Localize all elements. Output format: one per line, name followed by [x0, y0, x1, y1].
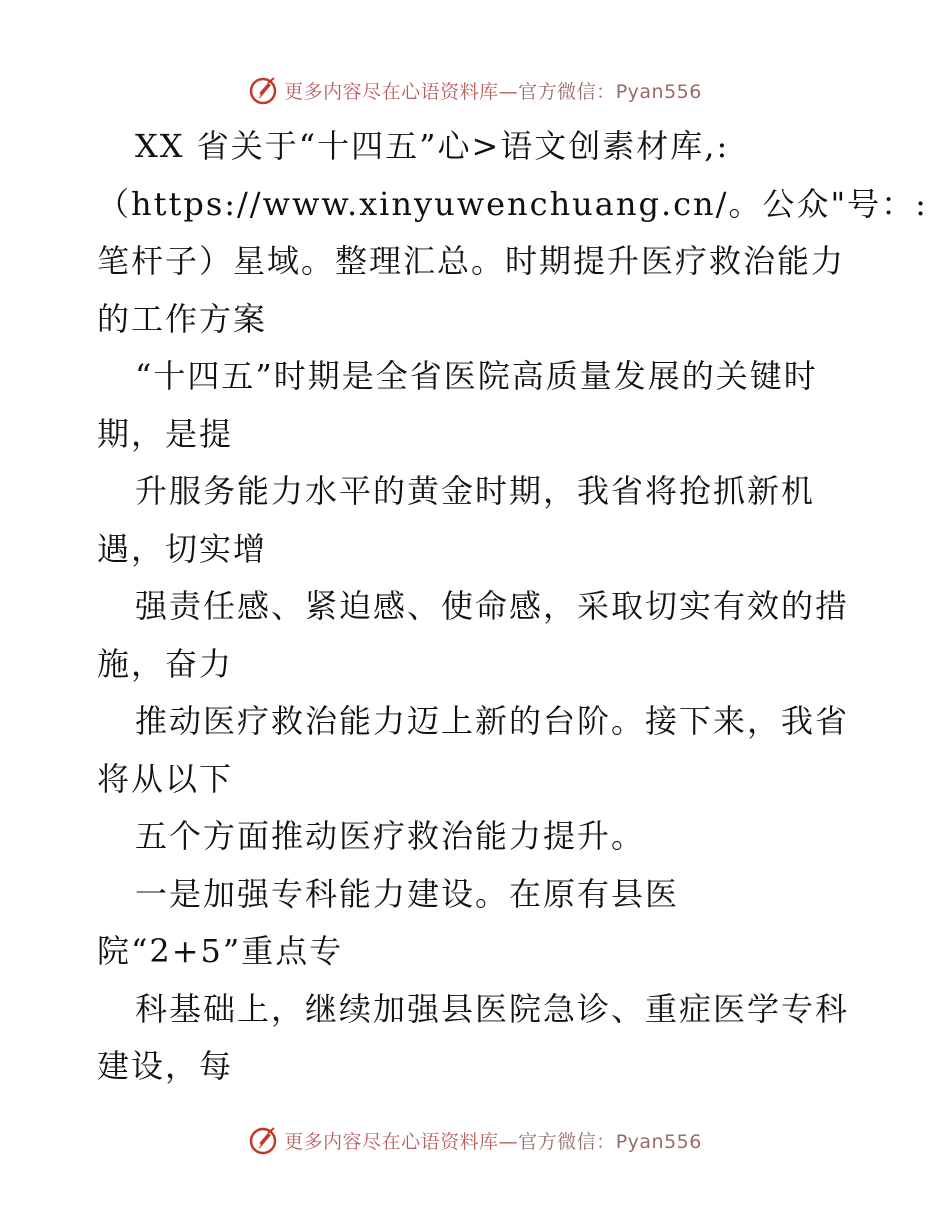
- header-banner-text: [284, 77, 702, 104]
- banner-separator: —: [498, 80, 519, 103]
- document-line: （https://www.xinyuwenchuang.cn/。公众"号：:: [97, 184, 928, 223]
- document-line: 施，奋力: [97, 644, 234, 683]
- document-line: 将从以下: [97, 759, 234, 798]
- document-line: 笔杆子）星域。整理汇总。时期提升医疗救治能力: [97, 242, 846, 280]
- document-line: 建设，每: [97, 1047, 234, 1085]
- footer-banner: [0, 1120, 950, 1160]
- document-line: 遇，切实增: [97, 529, 268, 568]
- document-line: 五个方面推动医疗救治能力提升。: [135, 817, 646, 855]
- brand-text: 更多内容尽在心语资料库: [284, 80, 499, 103]
- wechat-label: 官方微信：: [518, 80, 616, 103]
- document-line: 升服务能力水平的黄金时期，我省将抢抓新机: [135, 472, 816, 510]
- footer-banner-text: [284, 1127, 702, 1154]
- document-line: 院“2+5”重点专: [97, 932, 344, 970]
- wechat-label: 官方微信：: [518, 1130, 616, 1153]
- document-line: “十四五”时期是全省医院高质量发展的关键时: [135, 357, 818, 395]
- header-banner: [0, 70, 950, 110]
- banner-separator: —: [498, 1130, 519, 1153]
- document-line: 强责任感、紧迫感、使命感，采取切实有效的措: [135, 587, 850, 625]
- document-line: 期，是提: [97, 414, 234, 453]
- pen-logo-icon: [248, 1125, 278, 1155]
- document-line: 科基础上，继续加强县医院急诊、重症医学专科: [135, 989, 850, 1028]
- document-line: 推动医疗救治能力迈上新的台阶。接下来，我省: [135, 702, 850, 740]
- wechat-id: Pyan556: [615, 80, 702, 103]
- document-line: XX 省关于“十四五”心>语文创素材库,:: [135, 127, 730, 165]
- wechat-id: Pyan556: [615, 1130, 702, 1153]
- document-body: [97, 118, 928, 1096]
- pen-logo-icon: [248, 75, 278, 105]
- document-line: 的工作方案: [97, 299, 268, 338]
- document-line: 一是加强专科能力建设。在原有县医: [135, 874, 680, 913]
- brand-text: 更多内容尽在心语资料库: [284, 1130, 499, 1153]
